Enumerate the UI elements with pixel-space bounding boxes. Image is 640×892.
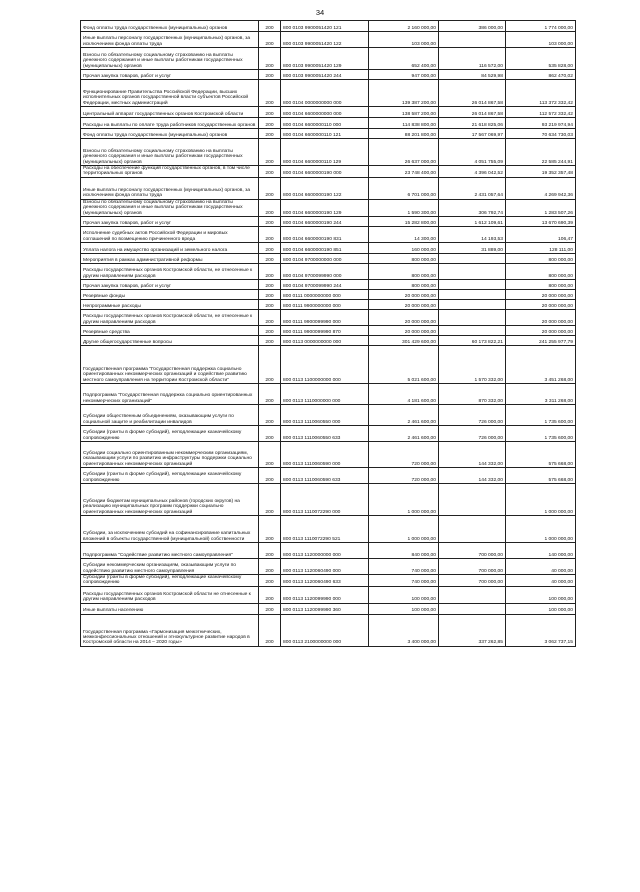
row-executed: 144 332,00 — [439, 442, 506, 468]
row-executed: 26 014 867,58 — [439, 107, 506, 118]
row-kbk: 800 0113 1120060490 633 — [281, 575, 369, 587]
row-kbk: 800 0104 6600000110 000 — [281, 118, 369, 129]
row-executed — [439, 264, 506, 280]
row-name: Прочая закупка товаров, работ и услуг — [81, 70, 259, 80]
table-row — [81, 280, 576, 290]
row-code: 200 — [259, 346, 281, 384]
row-remaining: 93 219 974,94 — [506, 118, 576, 129]
row-approved: 947 000,00 — [369, 70, 439, 80]
row-name: Иные выплаты персоналу государственных (муниципальных) органов, за исключением фонда оплаты труда — [81, 177, 259, 199]
budget-execution-table — [80, 20, 576, 647]
row-code: 200 — [259, 310, 281, 326]
row-remaining: 4 269 942,36 — [506, 177, 576, 199]
row-name: Субсидии (гранты в форме субсидий), неподлежащие казначейскому сопровождению — [81, 426, 259, 442]
row-code: 200 — [259, 405, 281, 426]
row-code: 200 — [259, 70, 281, 80]
row-remaining: 800 000,00 — [506, 264, 576, 280]
table-row — [81, 166, 576, 178]
row-executed: 870 332,00 — [439, 384, 506, 405]
table-row — [81, 139, 576, 166]
row-code: 200 — [259, 80, 281, 107]
row-remaining: 103 000,00 — [506, 32, 576, 48]
row-approved: 14 300,00 — [369, 227, 439, 243]
row-name: Фонд оплаты труда государственных (муниципальных) органов — [81, 129, 259, 139]
table-row — [81, 326, 576, 336]
row-approved: 2 461 600,00 — [369, 405, 439, 426]
row-remaining: 20 000 000,00 — [506, 310, 576, 326]
row-name: Расходы государственных органов Костромской области, не отнесенные к другим направлениям расходов — [81, 310, 259, 326]
row-executed — [439, 254, 506, 264]
row-name: Уплата налога на имущество организаций и земельного налога — [81, 243, 259, 254]
row-kbk: 800 0113 1110060590 000 — [281, 442, 369, 468]
table-row — [81, 80, 576, 107]
table-row — [81, 129, 576, 139]
row-remaining: 112 572 332,42 — [506, 107, 576, 118]
row-name: Расходы государственных органов Костромской области, не отнесенные к другим направлениям расходов — [81, 264, 259, 280]
row-remaining: 100 000,00 — [506, 603, 576, 614]
table-row — [81, 310, 576, 326]
row-kbk: 800 0104 6600000190 129 — [281, 199, 369, 216]
row-name: Центральный аппарат государственных органов Костромской области — [81, 107, 259, 118]
row-approved: 88 201 800,00 — [369, 129, 439, 139]
table-row — [81, 468, 576, 484]
row-code: 200 — [259, 227, 281, 243]
row-remaining: 40 000,00 — [506, 559, 576, 575]
table-row — [81, 614, 576, 646]
row-code: 200 — [259, 468, 281, 484]
row-executed — [439, 326, 506, 336]
row-code: 200 — [259, 129, 281, 139]
row-kbk: 800 0113 1120099990 360 — [281, 603, 369, 614]
row-kbk: 800 0104 9700099990 000 — [281, 264, 369, 280]
row-kbk: 800 0111 9900099990 000 — [281, 310, 369, 326]
table-row — [81, 264, 576, 280]
table-row — [81, 21, 576, 32]
row-approved: 20 000 000,00 — [369, 290, 439, 300]
row-name: Иные выплаты населению — [81, 603, 259, 614]
row-approved: 1 000 000,00 — [369, 516, 439, 543]
row-name: Непрограммные расходы — [81, 300, 259, 310]
row-code: 200 — [259, 118, 281, 129]
row-remaining: 575 668,00 — [506, 442, 576, 468]
row-code: 200 — [259, 217, 281, 227]
row-name: Субсидии социально ориентированным некоммерческим организациям, оказывающим услуги по развитию инфраструктуры поддержки социально ориентированных некоммерческих организаций — [81, 442, 259, 468]
row-code: 200 — [259, 575, 281, 587]
row-executed: 1 570 332,00 — [439, 346, 506, 384]
row-executed — [439, 300, 506, 310]
page-number: 34 — [315, 8, 325, 17]
row-approved: 2 461 600,00 — [369, 426, 439, 442]
table-row — [81, 177, 576, 199]
row-approved: 1 590 300,00 — [369, 199, 439, 216]
row-kbk: 800 0104 6600000190 244 — [281, 217, 369, 227]
row-name: Исполнение судебных актов Российской Федерации и мировых соглашений по возмещению причиненного вреда — [81, 227, 259, 243]
table-row — [81, 217, 576, 227]
table-row — [81, 290, 576, 300]
row-executed: 1 612 109,61 — [439, 217, 506, 227]
row-approved: 3 400 000,00 — [369, 614, 439, 646]
table-row — [81, 603, 576, 614]
row-kbk: 800 0113 1110000000 000 — [281, 384, 369, 405]
row-code: 200 — [259, 177, 281, 199]
row-remaining: 40 000,00 — [506, 575, 576, 587]
row-remaining: 20 000 000,00 — [506, 300, 576, 310]
row-kbk: 800 0113 1110060590 633 — [281, 468, 369, 484]
row-name: Субсидии (гранты в форме субсидий), неподлежащие казначейскому сопровождению — [81, 575, 259, 587]
row-approved: 6 701 000,00 — [369, 177, 439, 199]
row-code: 200 — [259, 336, 281, 346]
row-code: 200 — [259, 426, 281, 442]
row-executed: 700 000,00 — [439, 543, 506, 559]
row-name: Прочая закупка товаров, работ и услуг — [81, 280, 259, 290]
row-name: Резервные фонды — [81, 290, 259, 300]
row-remaining: 1 735 600,00 — [506, 405, 576, 426]
row-kbk: 800 0103 9900051420 129 — [281, 48, 369, 70]
row-remaining: 140 000,00 — [506, 543, 576, 559]
row-executed — [439, 32, 506, 48]
row-executed — [439, 290, 506, 300]
row-name: Взносы по обязательному социальному страхованию на выплаты денежного содержания и иные выплаты работникам государственных (муниципальных) органов — [81, 48, 259, 70]
table-row — [81, 107, 576, 118]
row-code: 200 — [259, 199, 281, 216]
table-row — [81, 70, 576, 80]
row-kbk: 800 0113 1120000000 000 — [281, 543, 369, 559]
row-name: Подпрограмма "Содействие развитию местного самоуправления" — [81, 543, 259, 559]
row-code: 200 — [259, 300, 281, 310]
row-kbk: 800 0113 1110072290 000 — [281, 484, 369, 516]
row-code: 200 — [259, 516, 281, 543]
row-kbk: 800 0103 9900051420 244 — [281, 70, 369, 80]
table-row — [81, 300, 576, 310]
row-approved: 800 000,00 — [369, 254, 439, 264]
row-approved: 740 000,00 — [369, 575, 439, 587]
row-approved: 720 000,00 — [369, 468, 439, 484]
row-kbk: 800 0113 2100000000 000 — [281, 614, 369, 646]
row-executed — [439, 310, 506, 326]
row-executed: 337 262,85 — [439, 614, 506, 646]
row-name: Фонд оплаты труда государственных (муниципальных) органов — [81, 21, 259, 32]
row-code: 200 — [259, 559, 281, 575]
row-executed: 726 000,00 — [439, 426, 506, 442]
row-kbk: 800 0113 1120099990 000 — [281, 586, 369, 603]
row-approved: 800 000,00 — [369, 280, 439, 290]
table-row — [81, 199, 576, 216]
row-name: Другие общегосударственные вопросы — [81, 336, 259, 346]
row-approved: 5 021 600,00 — [369, 346, 439, 384]
row-code: 200 — [259, 326, 281, 336]
row-approved: 114 838 800,00 — [369, 118, 439, 129]
table-row — [81, 484, 576, 516]
table-row — [81, 243, 576, 254]
row-executed: 84 529,98 — [439, 70, 506, 80]
row-remaining: 535 828,00 — [506, 48, 576, 70]
row-code: 200 — [259, 139, 281, 166]
row-approved: 15 282 800,00 — [369, 217, 439, 227]
row-approved: 160 000,00 — [369, 243, 439, 254]
row-name: Расходы государственных органов Костромской области не отнесенные к другим направлениям расходов — [81, 586, 259, 603]
row-kbk: 800 0113 1110072290 521 — [281, 516, 369, 543]
row-name: Субсидии общественным объединениям, оказывающим услуги по социальной защите и реабилитации инвалидов — [81, 405, 259, 426]
row-code: 200 — [259, 48, 281, 70]
row-remaining: 113 372 332,42 — [506, 80, 576, 107]
table-row — [81, 516, 576, 543]
row-name: Государственная программа "Государственная поддержка социально ориентированных некоммерческих организаций и содействие развитию местного самоуправления на территории Костромской области" — [81, 346, 259, 384]
row-executed — [439, 516, 506, 543]
row-kbk: 800 0104 6600000000 000 — [281, 107, 369, 118]
row-remaining: 1 000 000,00 — [506, 516, 576, 543]
row-executed: 4 051 755,09 — [439, 139, 506, 166]
row-name: Государственная программа «Гармонизация межэтнических, межконфессиональных отношений и этнокультурное развитие народов в Костромской области на 2014 – 2020 годы» — [81, 614, 259, 646]
row-code: 200 — [259, 384, 281, 405]
row-executed: 726 000,00 — [439, 405, 506, 426]
row-name: Взносы по обязательному социальному страхованию на выплаты денежного содержания и иные выплаты работникам государственных (муниципальных) органов — [81, 139, 259, 166]
row-name: Резервные средства — [81, 326, 259, 336]
row-code: 200 — [259, 586, 281, 603]
row-name: Подпрограмма "Государственная поддержка социально ориентированных некоммерческих организаций" — [81, 384, 259, 405]
row-kbk: 800 0104 6600000190 831 — [281, 227, 369, 243]
row-executed — [439, 603, 506, 614]
row-remaining: 106,47 — [506, 227, 576, 243]
row-code: 200 — [259, 21, 281, 32]
row-executed: 21 618 825,06 — [439, 118, 506, 129]
row-code: 200 — [259, 280, 281, 290]
row-approved: 100 000,00 — [369, 586, 439, 603]
row-executed: 2 431 057,64 — [439, 177, 506, 199]
row-kbk: 800 0111 9900000000 000 — [281, 300, 369, 310]
row-remaining: 575 668,00 — [506, 468, 576, 484]
row-remaining: 13 670 690,39 — [506, 217, 576, 227]
row-executed — [439, 280, 506, 290]
row-name: Прочая закупка товаров, работ и услуг — [81, 217, 259, 227]
row-code: 200 — [259, 442, 281, 468]
row-approved: 840 000,00 — [369, 543, 439, 559]
table-row — [81, 575, 576, 587]
row-approved: 2 160 000,00 — [369, 21, 439, 32]
row-code: 200 — [259, 484, 281, 516]
table-row — [81, 32, 576, 48]
row-code: 200 — [259, 32, 281, 48]
row-executed: 700 000,00 — [439, 575, 506, 587]
row-kbk: 800 0113 1110060550 000 — [281, 405, 369, 426]
row-code: 200 — [259, 243, 281, 254]
row-code: 200 — [259, 290, 281, 300]
row-approved: 138 587 200,00 — [369, 107, 439, 118]
row-kbk: 800 0113 0000000000 000 — [281, 336, 369, 346]
row-remaining: 1 774 000,00 — [506, 21, 576, 32]
row-kbk: 800 0104 9700099990 244 — [281, 280, 369, 290]
row-approved: 1 000 000,00 — [369, 484, 439, 516]
table-row — [81, 227, 576, 243]
row-name: Расходы на обеспечение функций государственных органов, в том числе территориальных органов — [81, 166, 259, 178]
row-kbk: 800 0113 1110060550 633 — [281, 426, 369, 442]
row-remaining: 1 000 000,00 — [506, 484, 576, 516]
row-approved: 301 429 600,00 — [369, 336, 439, 346]
row-remaining: 800 000,00 — [506, 280, 576, 290]
row-remaining: 241 255 977,79 — [506, 336, 576, 346]
table-row — [81, 384, 576, 405]
row-remaining: 20 000 000,00 — [506, 290, 576, 300]
row-approved: 20 000 000,00 — [369, 310, 439, 326]
row-kbk: 800 0104 6600000190 000 — [281, 166, 369, 178]
row-approved: 740 000,00 — [369, 559, 439, 575]
table-row — [81, 254, 576, 264]
row-name: Мероприятия в рамках административной реформы — [81, 254, 259, 264]
row-code: 200 — [259, 107, 281, 118]
row-remaining: 100 000,00 — [506, 586, 576, 603]
row-code: 200 — [259, 166, 281, 178]
row-remaining: 1 735 600,00 — [506, 426, 576, 442]
table-body — [81, 21, 576, 647]
row-remaining: 3 062 737,15 — [506, 614, 576, 646]
row-name: Субсидии бюджетам муниципальных районов (городских округов) на реализацию муниципальных программ поддержки социально ориентированных некоммерческих организаций — [81, 484, 259, 516]
row-kbk: 800 0104 6600000110 121 — [281, 129, 369, 139]
row-name: Субсидии (гранты в форме субсидий), неподлежащие казначейскому сопровождению — [81, 468, 259, 484]
table-row — [81, 336, 576, 346]
row-kbk: 800 0104 6600000190 122 — [281, 177, 369, 199]
row-approved: 20 000 000,00 — [369, 326, 439, 336]
row-approved: 20 000 000,00 — [369, 300, 439, 310]
row-executed: 4 396 042,52 — [439, 166, 506, 178]
table-row — [81, 48, 576, 70]
table-row — [81, 586, 576, 603]
row-approved: 103 000,00 — [369, 32, 439, 48]
row-executed: 306 792,74 — [439, 199, 506, 216]
row-executed: 26 014 867,58 — [439, 80, 506, 107]
row-name: Субсидии, за исключением субсидий на софинансирование капитальных вложений в объекты государственной (муниципальной) собственности — [81, 516, 259, 543]
table-row — [81, 559, 576, 575]
row-remaining: 19 352 357,48 — [506, 166, 576, 178]
row-approved: 100 000,00 — [369, 603, 439, 614]
row-kbk: 800 0104 6600000190 851 — [281, 243, 369, 254]
row-name: Функционирование Правительства Российской Федерации, высших исполнительных органов государственной власти субъектов Российской Федерации, местных администраций — [81, 80, 259, 107]
row-name: Субсидии некоммерческим организациям, оказывающим услуги по содействию развитию местного самоуправления — [81, 559, 259, 575]
row-approved: 26 637 000,00 — [369, 139, 439, 166]
row-name: Расходы на выплаты по оплате труда работников государственных органов — [81, 118, 259, 129]
row-executed: 386 000,00 — [439, 21, 506, 32]
row-remaining: 70 634 730,03 — [506, 129, 576, 139]
row-kbk: 800 0103 9900051420 122 — [281, 32, 369, 48]
table-row — [81, 118, 576, 129]
row-remaining: 3 451 268,00 — [506, 346, 576, 384]
row-kbk: 800 0104 9700000000 000 — [281, 254, 369, 264]
row-name: Взносы по обязательному социальному страхованию на выплаты денежного содержания и иные выплаты работникам государственных (муниципальных) органов — [81, 199, 259, 216]
row-name: Иные выплаты персоналу государственных (муниципальных) органов, за исключением фонда оплаты труда — [81, 32, 259, 48]
row-executed: 116 572,00 — [439, 48, 506, 70]
row-approved: 23 748 400,00 — [369, 166, 439, 178]
table-row — [81, 346, 576, 384]
row-kbk: 800 0113 1100000000 000 — [281, 346, 369, 384]
row-code: 200 — [259, 603, 281, 614]
row-remaining: 20 000 000,00 — [506, 326, 576, 336]
row-code: 200 — [259, 614, 281, 646]
table-row — [81, 405, 576, 426]
row-remaining: 1 283 507,26 — [506, 199, 576, 216]
row-kbk: 800 0111 0000000000 000 — [281, 290, 369, 300]
row-remaining: 128 111,00 — [506, 243, 576, 254]
row-code: 200 — [259, 264, 281, 280]
row-remaining: 800 000,00 — [506, 254, 576, 264]
row-approved: 720 000,00 — [369, 442, 439, 468]
row-executed: 17 567 069,97 — [439, 129, 506, 139]
row-kbk: 800 0104 6600000110 129 — [281, 139, 369, 166]
row-remaining: 22 585 244,91 — [506, 139, 576, 166]
table-row — [81, 543, 576, 559]
row-remaining: 3 311 268,00 — [506, 384, 576, 405]
row-approved: 800 000,00 — [369, 264, 439, 280]
row-executed: 60 173 822,21 — [439, 336, 506, 346]
row-executed — [439, 484, 506, 516]
row-executed: 144 332,00 — [439, 468, 506, 484]
row-remaining: 862 470,02 — [506, 70, 576, 80]
row-approved: 652 400,00 — [369, 48, 439, 70]
row-code: 200 — [259, 254, 281, 264]
row-kbk: 800 0111 9900099990 870 — [281, 326, 369, 336]
row-code: 200 — [259, 543, 281, 559]
table-row — [81, 442, 576, 468]
table-row — [81, 426, 576, 442]
row-kbk: 800 0113 1120060490 000 — [281, 559, 369, 575]
row-approved: 4 181 600,00 — [369, 384, 439, 405]
row-kbk: 800 0104 0000000000 000 — [281, 80, 369, 107]
row-approved: 139 387 200,00 — [369, 80, 439, 107]
row-executed: 700 000,00 — [439, 559, 506, 575]
row-executed: 14 193,53 — [439, 227, 506, 243]
row-kbk: 800 0103 9900051420 121 — [281, 21, 369, 32]
row-executed: 31 889,00 — [439, 243, 506, 254]
row-executed — [439, 586, 506, 603]
